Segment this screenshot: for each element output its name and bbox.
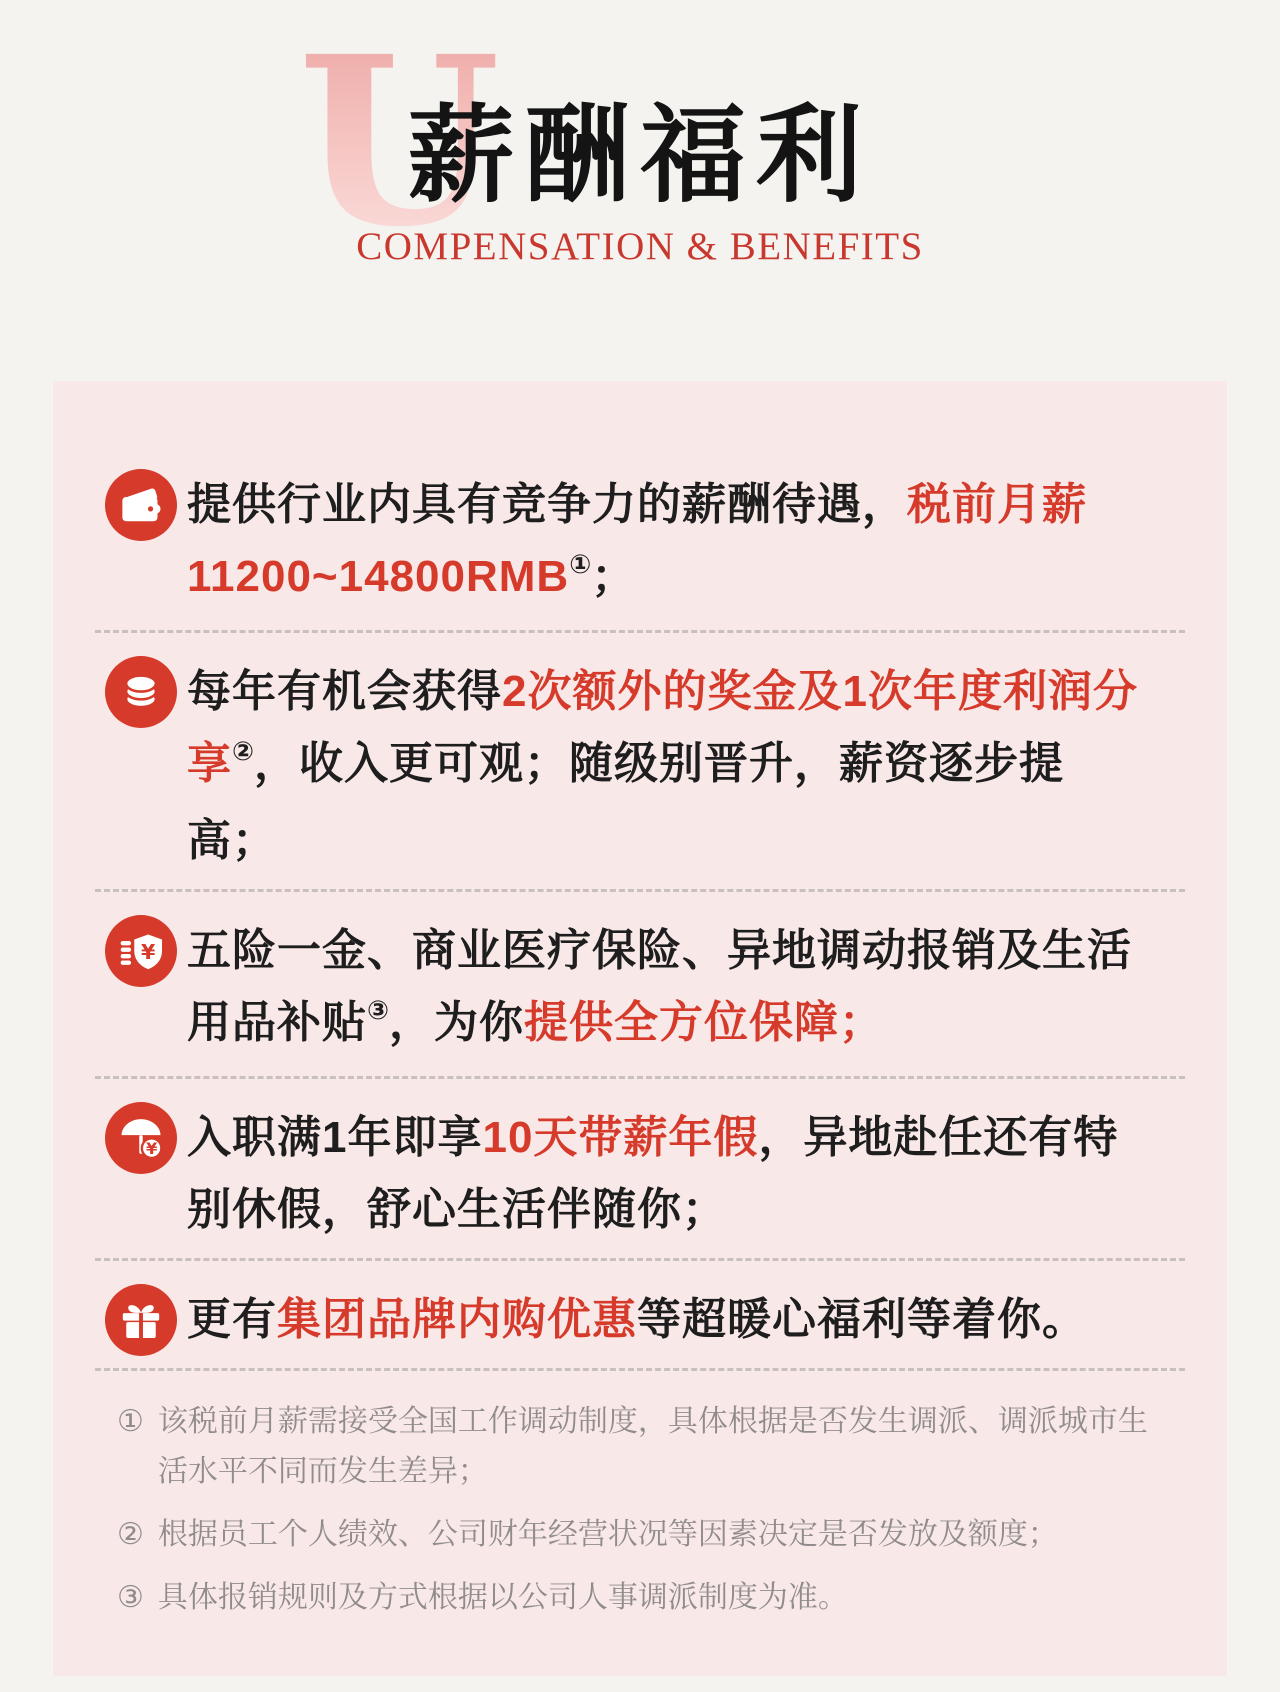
benefit-text-segment: 提供行业内具有竞争力的薪酬待遇， — [187, 479, 907, 529]
benefit-text-segment: 11200~14800RMB — [187, 551, 570, 601]
footnote-ref: ① — [569, 548, 592, 579]
footnotes-list — [117, 1397, 1185, 1623]
coins-icon — [105, 656, 177, 728]
benefit-item — [95, 915, 1185, 1064]
dashed-divider — [95, 889, 1185, 892]
footnote-marker: ③ — [117, 1580, 144, 1614]
benefit-text-segment: ，为你 — [389, 997, 525, 1047]
footnote-ref: ③ — [367, 994, 390, 1025]
benefit-text — [187, 1102, 1147, 1246]
dashed-divider — [95, 630, 1185, 633]
benefit-text-segment: 2次额外的奖金及1次年度利润分享 — [187, 666, 1138, 788]
footnote-text: 该税前月薪需接受全国工作调动制度，具体根据是否发生调派、调派城市生活水平不同而发生差异； — [157, 1404, 1148, 1488]
benefit-text-segment: ，异地赴任还有特别休假，舒心生活伴随你； — [187, 1112, 1119, 1234]
dashed-divider — [95, 1258, 1185, 1261]
benefit-text-segment: ，收入更可观；随级别晋升，薪资逐步提高； — [187, 738, 1065, 865]
benefit-text-segment: 税前月薪 — [907, 479, 1087, 529]
footnote-text: 具体报销规则及方式根据以公司人事调派制度为准。 — [157, 1580, 848, 1614]
gift-icon — [105, 1284, 177, 1356]
benefit-text-segment: 五险一金、商业医疗保险、异地调动报销及生活用品补贴 — [187, 925, 1132, 1047]
benefit-text-segment: 10天带薪年假 — [482, 1112, 759, 1162]
svg-text:¥: ¥ — [140, 939, 156, 964]
benefits-list — [95, 469, 1185, 1371]
page-title: 薪酬福利 — [408, 98, 872, 215]
benefit-text-segment: 等超暖心福利等着你。 — [637, 1294, 1087, 1344]
benefit-item — [95, 656, 1185, 877]
benefit-text-segment: 集团品牌内购优惠 — [277, 1294, 637, 1344]
benefit-text — [187, 1284, 1147, 1356]
benefit-text-segment: 入职满1年即享 — [187, 1112, 483, 1162]
svg-text:¥: ¥ — [145, 1138, 158, 1158]
benefits-card — [53, 381, 1227, 1676]
benefit-text — [187, 469, 1147, 618]
footnote-item — [117, 1573, 1185, 1623]
dashed-divider — [95, 1076, 1185, 1079]
benefit-text-segment: ； — [591, 551, 637, 601]
benefit-item — [95, 1284, 1185, 1356]
footnote-item — [117, 1397, 1185, 1497]
benefit-item — [95, 469, 1185, 618]
shield-yen-icon — [105, 915, 177, 987]
footnote-item — [117, 1510, 1185, 1560]
footnote-marker: ① — [117, 1404, 144, 1438]
dashed-divider — [95, 1368, 1185, 1371]
benefit-text — [187, 915, 1147, 1064]
footnote-marker: ② — [117, 1517, 144, 1551]
page-subtitle: COMPENSATION & BENEFITS — [356, 224, 924, 268]
wallet-icon — [105, 469, 177, 541]
footnote-ref: ② — [232, 735, 255, 766]
header — [0, 0, 1280, 278]
benefit-text-segment: 更有 — [187, 1294, 277, 1344]
watermark-letter: U — [298, 5, 501, 278]
benefit-text-segment: 提供全方位保障； — [524, 997, 885, 1047]
benefit-text-segment: 每年有机会获得 — [187, 666, 502, 716]
umbrella-yen-icon — [105, 1102, 177, 1174]
benefit-text — [187, 656, 1147, 877]
footnote-text: 根据员工个人绩效、公司财年经营状况等因素决定是否发放及额度； — [157, 1517, 1058, 1551]
benefit-item — [95, 1102, 1185, 1246]
